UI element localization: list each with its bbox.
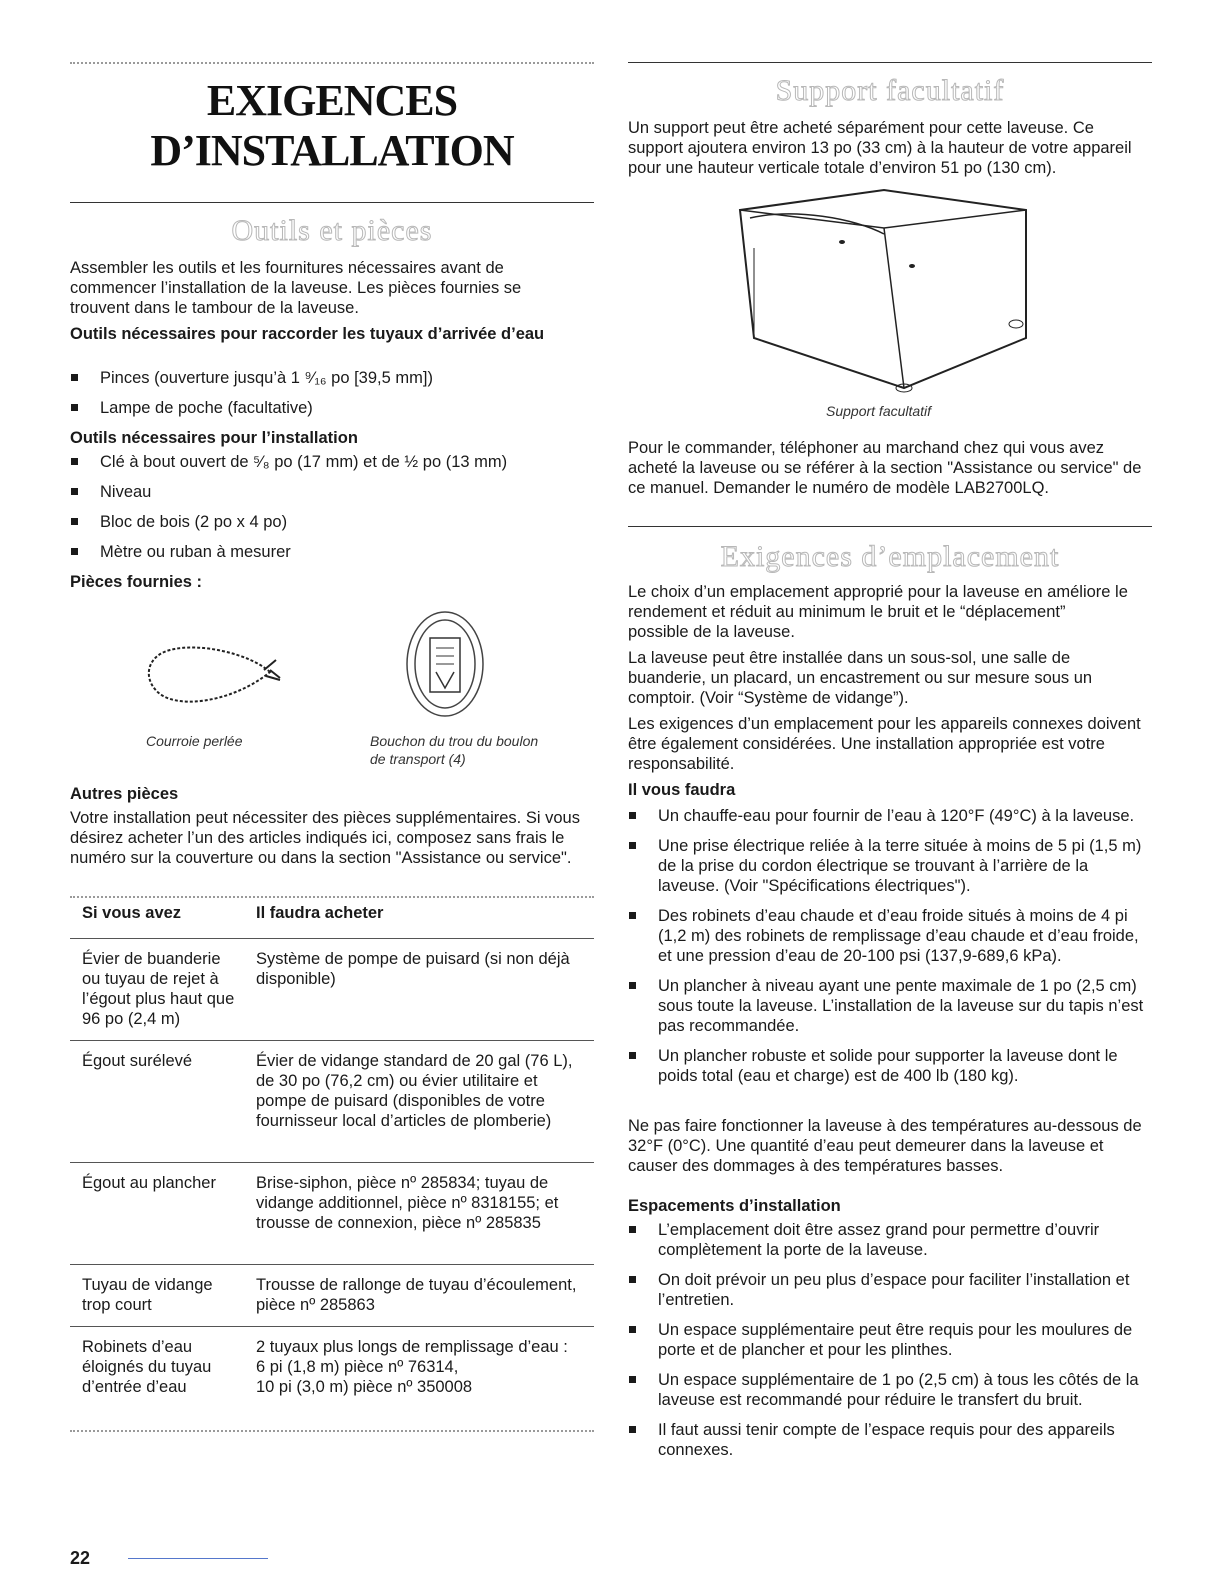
list-item: Une prise électrique reliée à la terre située à moins de 5 pi (1,5 m) de la prise du cordon électrique se trouvant à l’arrière de la laveuse. (Voir "Spécifications électriques").: [628, 836, 1152, 896]
main-title: [70, 76, 594, 176]
rule-right-2: [628, 526, 1152, 527]
caption-plug: Bouchon du trou du boulon de transport (4): [370, 733, 539, 767]
need-heading: Il vous faudra: [628, 781, 736, 799]
list-item: Un plancher à niveau ayant une pente maximale de 1 po (2,5 cm) sous toute la laveuse. L’installation de la laveuse sur du tapis n’est pas recommandée.: [628, 976, 1152, 1036]
table-cell: Robinets d’eau éloignés du tuyau d’entrée d’eau: [82, 1338, 212, 1396]
table-cell: Tuyau de vidange trop court: [82, 1276, 213, 1314]
list-item: Bloc de bois (2 po x 4 po): [70, 512, 590, 532]
tools-intro: Assembler les outils et les fournitures nécessaires avant de commencer l’installation de la laveuse. Les pièces fournies se trouvent dans le tambour de la laveuse.: [70, 259, 522, 317]
location-paragraph-1: Le choix d’un emplacement approprié pour la laveuse en améliore le rendement et réduit au minimum le bruit et le “déplacement” possible de la laveuse.: [628, 583, 1128, 641]
pedestal-illustration: [734, 188, 1034, 396]
parts-heading: Pièces fournies :: [70, 573, 203, 591]
tools-install-list: [70, 452, 590, 562]
spacing-heading: Espacements d’installation: [628, 1197, 841, 1215]
shipping-plug-illustration: [402, 608, 488, 720]
table-cell: Trousse de rallonge de tuyau d’écoulement, pièce nº 285863: [256, 1276, 577, 1314]
tools-water-heading: Outils nécessaires pour raccorder les tuyaux d’arrivée d’eau: [70, 325, 545, 343]
list-item: Pinces (ouverture jusqu’à 1 ⁹⁄₁₆ po [39,5 mm]): [70, 368, 590, 388]
other-parts-text: Votre installation peut nécessiter des pièces supplémentaires. Si vous désirez acheter l’un des articles indiqués ici, composez sans frais le numéro sur la couverture ou dans la section "Assistance ou service".: [70, 809, 580, 867]
table-row: [70, 1040, 594, 1163]
list-item: Niveau: [70, 482, 590, 502]
tools-install-heading: Outils nécessaires pour l’installation: [70, 429, 358, 447]
table-row: [70, 938, 594, 1041]
location-paragraph-2: La laveuse peut être installée dans un sous-sol, une salle de buanderie, un placard, un encastrement ou sur mesure sous un comptoir. (Voir “Système de vidange”).: [628, 649, 1093, 707]
table-cell: Égout surélevé: [82, 1052, 193, 1070]
caption-strap: Courroie perlée: [146, 733, 243, 749]
section-title-tools: Outils et pièces: [231, 214, 433, 247]
need-list: [628, 806, 1152, 1086]
table-row: [70, 1264, 594, 1327]
temperature-text: Ne pas faire fonctionner la laveuse à des températures au-dessous de 32°F (0°C). Une quantité d’eau peut demeurer dans la laveuse et causer des dommages à des températures basses.: [628, 1117, 1142, 1175]
support-text: Un support peut être acheté séparément pour cette laveuse. Ce support ajoutera environ 13 po (33 cm) à la hauteur de votre appareil pour une hauteur verticale totale d’environ 51 po (130 cm).: [628, 119, 1132, 177]
location-paragraph-3: Les exigences d’un emplacement pour les appareils connexes doivent être également considérées. Une installation appropriée est votre responsabilité.: [628, 715, 1141, 773]
list-item: Un chauffe-eau pour fournir de l’eau à 120°F (49°C) à la laveuse.: [628, 806, 1152, 826]
rule-right-1: [628, 62, 1152, 63]
list-item: Un plancher robuste et solide pour supporter la laveuse dont le poids total (eau et charge) est de 400 lb (180 kg).: [628, 1046, 1152, 1086]
table-cell: 2 tuyaux plus longs de remplissage d’eau : 6 pi (1,8 m) pièce nº 76314, 10 pi (3,0 m) pièce nº 350008: [256, 1338, 568, 1396]
rule-left-1: [70, 202, 594, 203]
order-text: Pour le commander, téléphoner au marchand chez qui vous avez acheté la laveuse ou se référer à la section "Assistance ou service" de ce manuel. Demander le numéro de modèle LAB2700LQ.: [628, 439, 1142, 497]
list-item: Clé à bout ouvert de ⁵⁄₈ po (17 mm) et de ½ po (13 mm): [70, 452, 590, 472]
main-title-line1: EXIGENCES: [206, 76, 458, 125]
list-item: L’emplacement doit être assez grand pour permettre d’ouvrir complètement la porte de la laveuse.: [628, 1220, 1152, 1260]
list-item: Lampe de poche (facultative): [70, 398, 590, 418]
table-header-col2: Il faudra acheter: [256, 904, 384, 922]
list-item: Un espace supplémentaire de 1 po (2,5 cm) à tous les côtés de la laveuse est recommandé pour réduire le transfert du bruit.: [628, 1370, 1152, 1410]
other-parts-heading: Autres pièces: [70, 785, 179, 803]
main-title-line2: D’INSTALLATION: [150, 126, 514, 175]
table-row: [70, 1326, 594, 1427]
table-bottom-dotted-rule: [70, 1430, 594, 1432]
table-header-col1: Si vous avez: [82, 904, 182, 922]
list-item: Un espace supplémentaire peut être requis pour les moulures de porte et de plancher et pour les plinthes.: [628, 1320, 1152, 1360]
top-dotted-rule-left: [70, 62, 594, 64]
caption-pedestal: Support facultatif: [826, 403, 932, 419]
list-item: Mètre ou ruban à mesurer: [70, 542, 590, 562]
table-row: [70, 1162, 594, 1265]
tools-water-list: [70, 368, 590, 418]
list-item: Des robinets d’eau chaude et d’eau froide situés à moins de 4 pi (1,2 m) des robinets de remplissage d’eau chaude et d’eau froide, et une pression d’eau de 20-100 psi (137,9-689,6 kPa).: [628, 906, 1152, 966]
spacing-list: [628, 1220, 1152, 1460]
beaded-strap-illustration: [140, 634, 290, 718]
table-cell: Évier de buanderie ou tuyau de rejet à l’égout plus haut que 96 po (2,4 m): [82, 950, 235, 1028]
table-cell: Brise-siphon, pièce nº 285834; tuyau de vidange additionnel, pièce nº 8318155; et trousse de connexion, pièce nº 285835: [256, 1174, 559, 1232]
list-item: Il faut aussi tenir compte de l’espace requis pour des appareils connexes.: [628, 1420, 1152, 1460]
page-number: 22: [70, 1548, 91, 1568]
bottom-link-rule: [128, 1558, 268, 1559]
table-cell: Évier de vidange standard de 20 gal (76 L), de 30 po (76,2 cm) ou évier utilitaire et pompe de puisard (disponibles de votre fournisseur local d’articles de plomberie): [256, 1052, 573, 1130]
list-item: On doit prévoir un peu plus d’espace pour faciliter l’installation et l’entretien.: [628, 1270, 1152, 1310]
table-cell: Système de pompe de puisard (si non déjà disponible): [256, 950, 570, 988]
section-title-support: Support facultatif: [775, 74, 1005, 107]
table-top-dotted-rule: [70, 896, 594, 898]
table-cell: Égout au plancher: [82, 1174, 216, 1192]
section-title-location: Exigences d’emplacement: [720, 540, 1060, 573]
